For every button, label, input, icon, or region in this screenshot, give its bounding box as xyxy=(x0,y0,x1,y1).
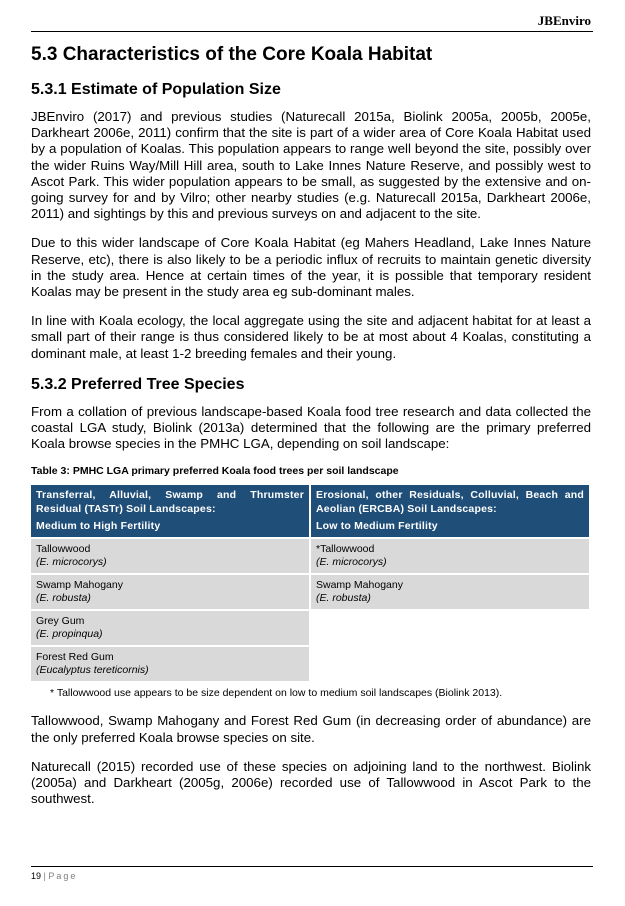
tree-scientific-name: (E. robusta) xyxy=(36,592,91,605)
tree-scientific-name: (E. microcorys) xyxy=(36,556,107,569)
table-cell-empty xyxy=(311,647,589,681)
table-row xyxy=(31,539,589,573)
tree-common-name: Forest Red Gum xyxy=(36,651,114,664)
footer-separator: | xyxy=(43,871,46,881)
column-header-ercba: Erosional, other Residuals, Colluvial, Beach and Aeolian (ERCBA) Soil Landscapes: xyxy=(316,489,584,516)
page-number: 19 xyxy=(31,871,42,881)
header-rule xyxy=(31,31,593,32)
paragraph: Tallowwood, Swamp Mahogany and Forest Red Gum (in decreasing order of abundance) are the only preferred Koala browse species on site. xyxy=(31,713,591,745)
tree-common-name: Swamp Mahogany xyxy=(36,579,123,592)
paragraph: In line with Koala ecology, the local aggregate using the site and adjacent habitat for at least a small part of their range is thus considered likely to be at most about 4 Koalas, constituting a dominant male, at least 1-2 breeding females and their young. xyxy=(31,313,591,361)
food-tree-table xyxy=(29,483,591,683)
subsection-heading-population: 5.3.1 Estimate of Population Size xyxy=(31,81,281,98)
table-row xyxy=(31,647,589,681)
paragraph: Naturecall (2015) recorded use of these species on adjoining land to the northwest. Biolink (2005a) and Darkheart (2005g, 2006e) recorded use of Tallowwood in Ascot Park to the southwest. xyxy=(31,758,591,807)
table-caption: Table 3: PMHC LGA primary preferred Koala food trees per soil landscape xyxy=(31,465,399,478)
paragraph: JBEnviro (2017) and previous studies (Naturecall 2015a, Biolink 2005a, 2005b, 2005e, Darkheart 2006e, 2011) confirm that the site is part of a wider area of Core Koala Habitat used by a population of Koalas. This population appears to range well beyond the site, possibly over the wider Ruins Way/Mill Hill area, south to Lake Innes Nature Reserve, and possibly west to Ascot Park. This wider population appears to be small, as suggested by the extensive and on-going survey for and by Vilro; other nearby studies (e.g. Naturecall 2015a, Darkheart 2006e, 2011) and sightings by this and previous surveys on and adjacent to the site. xyxy=(31,109,591,222)
tree-common-name: Swamp Mahogany xyxy=(316,579,403,592)
tree-common-name: *Tallowwood xyxy=(316,543,375,556)
table-footnote: * Tallowwood use appears to be size dependent on low to medium soil landscapes (Biolink 2013). xyxy=(50,687,503,700)
page-footer xyxy=(31,871,77,881)
table-cell xyxy=(31,575,309,609)
tree-scientific-name: (E. microcorys) xyxy=(316,556,387,569)
tree-scientific-name: (Eucalyptus tereticornis) xyxy=(36,664,149,677)
header-brand: JBEnviro xyxy=(537,13,591,28)
table-header-cell xyxy=(31,485,309,537)
table-cell xyxy=(311,539,589,573)
table-header-row xyxy=(31,485,589,537)
table-row xyxy=(31,575,589,609)
table-cell xyxy=(31,539,309,573)
table-cell xyxy=(31,647,309,681)
page-content xyxy=(31,43,591,820)
paragraph: Due to this wider landscape of Core Koala Habitat (eg Mahers Headland, Lake Innes Nature Reserve, etc), there is also likely to be a periodic influx of recruits to maintain genetic diversity in the study area. Hence at certain times of the year, it is possible that temporary resident Koalas may be present in the study area eg sub-dominant males. xyxy=(31,235,591,300)
subsection-heading-trees: 5.3.2 Preferred Tree Species xyxy=(31,375,245,393)
column-subheader: Medium to High Fertility xyxy=(36,520,161,533)
tree-common-name: Grey Gum xyxy=(36,615,85,628)
table-cell xyxy=(311,575,589,609)
table-row xyxy=(31,611,589,645)
table-cell-empty xyxy=(311,611,589,645)
tree-common-name: Tallowwood xyxy=(36,543,91,556)
tree-scientific-name: (E. propinqua) xyxy=(36,628,103,641)
column-subheader: Low to Medium Fertility xyxy=(316,520,438,533)
page-label: Page xyxy=(48,871,78,881)
paragraph: From a collation of previous landscape-based Koala food tree research and data collected the coastal LGA study, Biolink (2013a) determined that the following are the primary preferred Koala browse species in the PMHC LGA, depending on soil landscape: xyxy=(31,403,591,452)
table-header-cell xyxy=(311,485,589,537)
tree-scientific-name: (E. robusta) xyxy=(316,592,371,605)
footer-rule xyxy=(31,866,593,867)
table-cell xyxy=(31,611,309,645)
column-header-tastr: Transferral, Alluvial, Swamp and Thrumster Residual (TASTr) Soil Landscapes: xyxy=(36,489,304,516)
section-heading: 5.3 Characteristics of the Core Koala Habitat xyxy=(31,44,433,65)
